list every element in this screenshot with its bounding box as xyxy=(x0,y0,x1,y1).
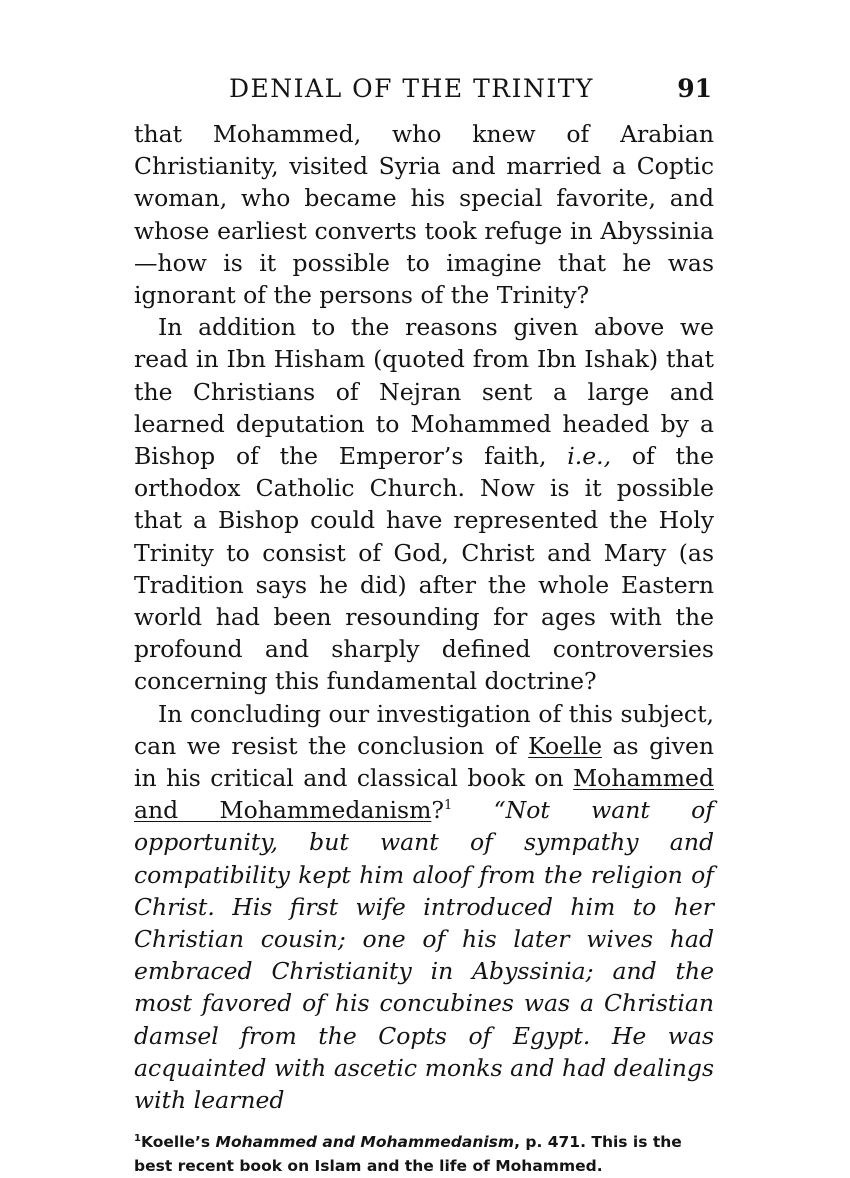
footnote-book-title: Mohammed and Mohammedanism xyxy=(215,1133,515,1152)
koelle-underlined: Koelle xyxy=(528,731,603,760)
footnote-lead: Koelle’s xyxy=(140,1133,216,1152)
book-page xyxy=(134,70,714,1178)
paragraph-2-text-b: of the orthodox Catholic Church. Now is it possible that a Bishop could have represented the Holy Trinity to consist of God, Christ and Mary (as Tradition says he did) after the whole Eastern world had been resounding for ages with the profound and sharply defined controversies concerning this fundamental doctrine? xyxy=(134,442,714,696)
footnote-rest: , p. 471. This is the best recent book on Islam and the life of Mohammed. xyxy=(134,1133,682,1176)
book-title-underlined: Mohammed and Mohammedanism xyxy=(134,764,714,825)
paragraph-3-text-a: In concluding our investigation of this subject, can we resist the conclusion of xyxy=(134,699,714,760)
footnote-reference: 1 xyxy=(444,798,453,814)
running-title: DENIAL OF THE TRINITY xyxy=(229,74,594,103)
koelle-quotation: “Not want of opportunity, but want of sympathy and compatibility kept him aloof from the religion of Christ. His first wife introduced him to her Christian cousin; one of his later wives had embraced Christianity in Abyssinia; and the most favored of his concubines was a Christian damsel from the Copts of Egypt. He was acquainted with ascetic monks and had dealings with learned xyxy=(134,796,714,1115)
footnote-mark: 1 xyxy=(134,1133,141,1145)
paragraph-3-question: ? xyxy=(431,796,445,825)
paragraph-1: that Mohammed, who knew of Arabian Christianity, visited Syria and married a Coptic woman, who became his special favorite, and whose earliest converts took refuge in Abyssinia—how is it possible to imagine that he was ignorant of the persons of the Trinity? xyxy=(134,120,714,310)
page-number: 91 xyxy=(677,74,712,103)
paragraph-2 xyxy=(134,311,714,697)
running-head xyxy=(134,70,714,110)
footnote xyxy=(134,1130,714,1178)
paragraph-3-text-b: as given in his critical and classical book on xyxy=(134,731,714,793)
body-text xyxy=(134,118,714,1116)
paragraph-3 xyxy=(134,698,714,1117)
paragraph-2-text-a: In addition to the reasons given above we read in Ibn Hisham (quoted from Ibn Ishak) that the Christians of Nejran sent a large and learned deputation to Mohammed headed by a Bishop of the Emperor’s faith, xyxy=(134,313,714,471)
paragraph-2-ie: i.e., xyxy=(567,442,612,471)
